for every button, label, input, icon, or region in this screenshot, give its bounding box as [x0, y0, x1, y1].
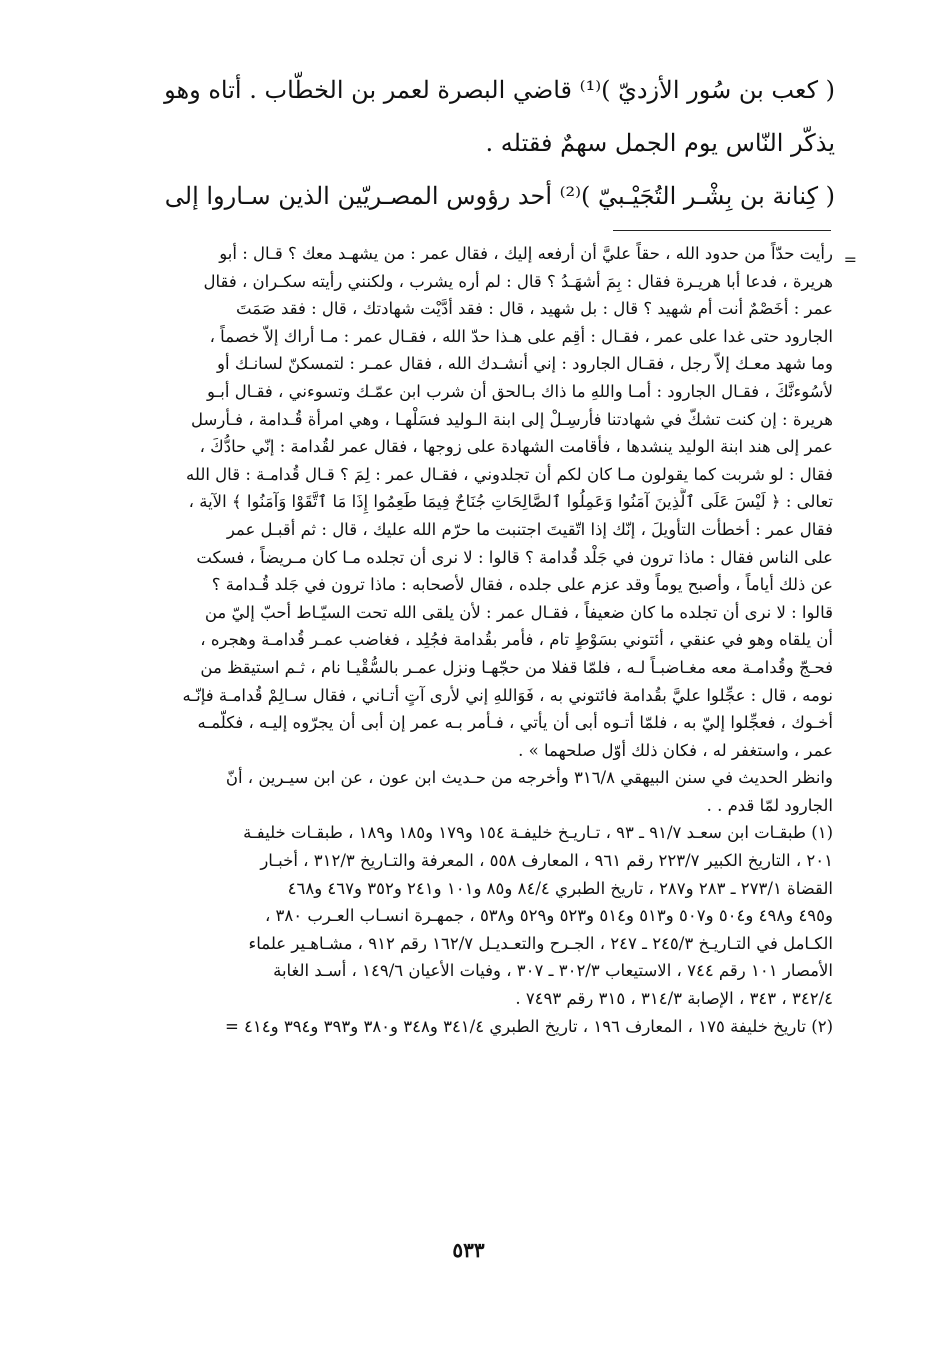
footnote-line: و٤٩٥ و٤٩٨ و٥٠٤ و٥٠٧ و٥١٣ و٥١٤ و٥٢٣ و٥٢٩ و٥٣٨ ، جمهـرة انسـاب العـرب ٣٨٠ ، — [264, 906, 833, 926]
footnote-line: أن يلقاه وهو في عنقي ، أئتوني بسَوْطٍ تام ، فأمر بقُدامة فجُلِد ، فغاضب عمـر قُدامـة وهجره ، — [200, 630, 833, 650]
main-text — [102, 64, 835, 223]
footnote-line: عمر ، واستغفر له ، فكان ذلك أوّل صلحهما » . — [518, 740, 833, 760]
footnotes — [104, 240, 833, 1040]
footnote-line: لأسُوءنَّكَ ، فقـال الجارود : أمـا واللهِ ما ذاك بـالحق أن شرب ابن عمّـك وتسوءني ، فقـال أبـو — [206, 381, 833, 401]
footnote-line: الجارود لمّا قدم . . — [706, 795, 833, 815]
footnote-line: فحـجّ وقُدامـة معه مغـاضبـاً لـه ، فلمّا قفلا من حجّهـا ونزل عمـر بالسُّقْيـا نام ، ثـم استيقظ من — [200, 657, 833, 677]
footnote-line: عمر : أخَصْمٌ أنت أم شهيد ؟ قال : بل شهيد ، قال : فقد أدَّيْت شهادتك ، قال : فقد صَمَتَ — [235, 299, 833, 319]
footnote-line: تعالى : ﴿ لَيْسَ عَلَى ٱلَّذِينَ آمَنُوا وَعَمِلُوا ٱلصَّالِحَاتِ جُنَاحٌ فِيمَا طَعِمُوا إِذَا مَا ٱتَّقَوْا وَآمَنُوا ﴾ الآية ، — [188, 492, 833, 512]
main-text-line: يذكّر النّاس يوم الجمل سهمٌ فقتله . — [485, 129, 835, 157]
footnote-line: عمر إلى هند ابنة الوليد ينشدها ، فأقامت الشهادة على زوجها ، فقال عمر لقُدامة : إنّي حادُّكَ ، — [199, 437, 833, 457]
footnote-line: ٢٠١ ، التاريخ الكبير ٢٢٣/٧ رقم ٩٦١ ، المعارف ٥٥٨ ، المعرفة والتـاريخ ٣١٢/٣ ، أخبـار — [260, 851, 833, 871]
footnote-separator — [613, 230, 831, 231]
footnote-1 — [104, 819, 833, 1012]
main-text-line: ( كعب بن سُور الأزديّ )⁽¹⁾ قاضي البصرة لعمر بن الخطّاب . أتاه وهو — [164, 76, 835, 104]
footnote-2 — [104, 1013, 833, 1041]
footnote-line: فقال : لو شربت كما يقولون مـا كان لكم أن تجلدوني ، فقـال عمر : لِمَ ؟ قـال قُدامـة : قال الله — [186, 464, 833, 484]
footnote-line: هريرة ، فدعا أبا هريـرة فقال : بِمَ أشهَـدُ ؟ قال : لم أره يشرب ، ولكنني رأيته سكـران ، فقال — [203, 271, 833, 291]
footnote-line: وما شهد معـك إلاّ رجل ، فقـال الجارود : إني أنشـدك الله ، فقال عمـر : لتمسكنّ لسانـك أو — [217, 354, 833, 374]
footnote-line: على الناس فقال : ماذا ترون في جَلْد قُدامة ؟ قالوا : لا نرى أن تجلده مـا كان مـريضاً ، فسكت — [196, 547, 833, 567]
footnote-line: الكـامل في التـاريـخ ٢٤٥/٣ ـ ٢٤٧ ، الجـرح والتعـديـل ١٦٢/٧ رقم ٩١٢ ، مشـاهـير علماء — [248, 933, 833, 953]
footnote-line: قالوا : لا نرى أن تجلده ما كان ضعيفاً ، فقـال عمر : لأن يلقى الله تحت السيّـاط أحبّ إليّ من — [204, 602, 833, 622]
footnote-commentary — [104, 240, 833, 819]
footnote-line: (١) طبقـات ابن سعـد ٩١/٧ ـ ٩٣ ، تـاريـخ خليفـة ١٥٤ و١٧٩ و١٨٥ و١٨٩ ، طبقـات خليفـة — [243, 823, 833, 843]
main-text-line: ( كِنانة بن بِشْـر التُجَيْـبيّ )⁽²⁾ أحد رؤوس المصـريّين الذين سـاروا إلى — [164, 182, 835, 210]
footnote-line: فقال عمر : أخطأت التأويلَ ، إنّك إذا اتّقيتَ اجتنبت ما حرّم الله عليك ، قال : ثم أقبـل عمر — [226, 519, 833, 539]
footnote-line: ٣٤٢/٤ ، ٣٤٣ ، الإصابة ٣١٤/٣ ، ٣١٥ رقم ٧٤٩٣ . — [515, 989, 833, 1009]
footnote-line: (٢) تاريخ خليفة ١٧٥ ، المعارف ١٩٦ ، تاريخ الطبري ٣٤١/٤ و٣٤٨ و٣٨٠ و٣٩٣ و٣٩٤ و٤١٤ = — [224, 1016, 833, 1036]
page-number: ٥٣٣ — [452, 1238, 485, 1262]
footnote-line: الجارود حتى غدا على عمر ، فقـال : أقِم على هـذا حدّ الله ، فقـال عمر : مـا أراك إلاّ خصماً ، — [209, 326, 833, 346]
footnote-line: رأيت حدّاً من حدود الله ، حقاً عليَّ أن أرفعه إليك ، فقال عمر : من يشهـد معك ؟ قـال : أبو — [219, 244, 833, 263]
footnote-line: أخـوك ، فعجِّلوا إليّ به ، فلمّا أتـوه أبى أن يأتي ، فـأمر بـه عمر إن أبى أن يجرّوه إليـه ، فكلّمـه — [197, 713, 833, 733]
footnote-line: الأمصار ١٠١ رقم ٧٤٤ ، الاستيعاب ٣٠٢/٣ ـ ٣٠٧ ، وفيات الأعيان ١٤٩/٦ ، أسـد الغابة — [273, 961, 833, 981]
footnote-line: عن ذلك أياماً ، وأصبح يوماً وقد عزم على جلده ، فقال لأصحابه : ماذا ترون في جَلد قُـدامة ؟ — [211, 575, 833, 595]
footnote-line: وانظر الحديث في سنن البيهقي ٣١٦/٨ وأخرجه من حـديث ابن عون ، عن ابن سيـرين ، أنّ — [225, 768, 833, 788]
footnote-line: هريرة : إن كنت تشكّ في شهادتنا فأرسِـلْ إلى ابنة الـوليد فسَلْهـا ، وهي امرأة قُـدامة ، فـأرسل — [191, 409, 833, 429]
continuation-mark: = — [843, 250, 857, 269]
footnote-line: القضاة ٢٧٣/١ ـ ٢٨٣ و٢٨٧ ، تاريخ الطبري ٨٤/٤ و٨٥ و١٠١ و٢٤١ و٣٥٢ و٤٦٧ و٤٦٨ — [287, 878, 833, 898]
footnote-line: نومه ، قال : عجِّلوا عليَّ بقُدامة فائتوني به ، فَوَاللهِ إني لأرى آتٍ أتـاني ، فقال سـالِمْ قُدامـة فإنّـه — [182, 685, 833, 705]
